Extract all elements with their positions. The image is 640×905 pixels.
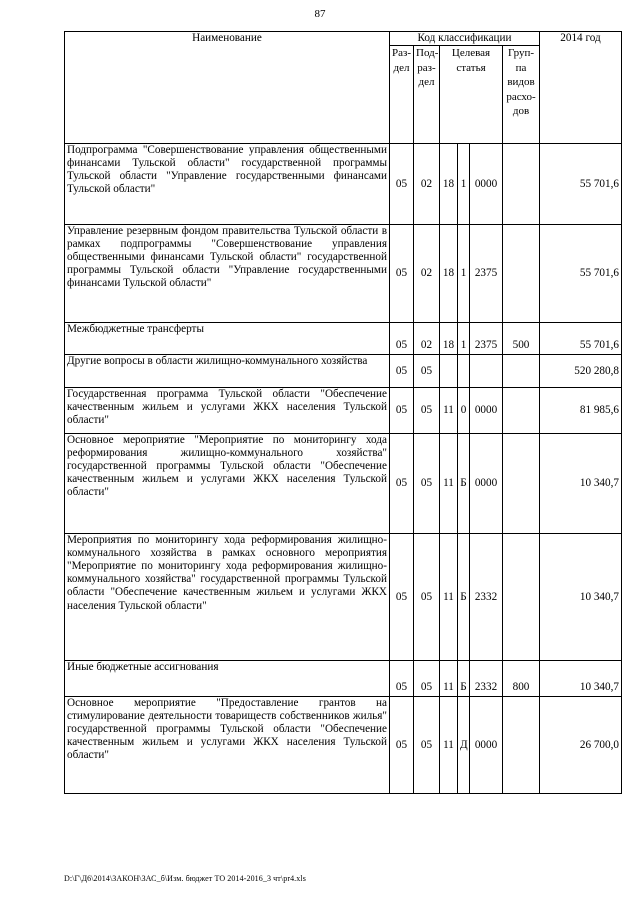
- row-amount: 81 985,6: [540, 388, 622, 434]
- file-path-footer: D:\Г\Д6\2014\ЗАКОН\ЗАС_б\Изм. бюджет ТО 2014-2016_3 чт\pr4.xls: [64, 874, 306, 883]
- row-expense-group: [503, 144, 540, 225]
- row-amount: 55 701,6: [540, 225, 622, 323]
- row-target-dir: 2375: [470, 323, 503, 355]
- row-razdel: 05: [390, 225, 414, 323]
- row-expense-group: [503, 534, 540, 661]
- header-expense-group: Груп-па видов расхо-дов: [503, 46, 540, 144]
- row-target-prog: 18: [440, 144, 458, 225]
- row-target-prog: [440, 355, 458, 388]
- row-target-dir: 2332: [470, 534, 503, 661]
- header-name: Наименование: [65, 32, 390, 144]
- row-razdel: 05: [390, 355, 414, 388]
- row-target-prog: 11: [440, 534, 458, 661]
- row-target-prog: 18: [440, 323, 458, 355]
- table-row: [65, 225, 622, 323]
- row-podrazdel: 05: [414, 434, 440, 534]
- row-name: Управление резервным фондом правительства Тульской области в рамках подпрограммы "Совершенствование управления общественными финансами Тульской области" государственной программы Тульской области "Управление государственными финансами Тульской области": [65, 225, 390, 323]
- budget-table: [64, 31, 622, 794]
- row-expense-group: [503, 388, 540, 434]
- row-target-sub: Б: [458, 661, 470, 697]
- row-expense-group: [503, 697, 540, 794]
- row-target-sub: Б: [458, 434, 470, 534]
- row-target-sub: 0: [458, 388, 470, 434]
- row-target-prog: 11: [440, 434, 458, 534]
- row-target-sub: Д: [458, 697, 470, 794]
- row-razdel: 05: [390, 323, 414, 355]
- row-target-sub: [458, 355, 470, 388]
- row-target-dir: 0000: [470, 388, 503, 434]
- row-expense-group: [503, 355, 540, 388]
- header-year: 2014 год: [540, 32, 622, 144]
- row-amount: 520 280,8: [540, 355, 622, 388]
- row-expense-group: [503, 225, 540, 323]
- table-row: [65, 144, 622, 225]
- row-target-sub: Б: [458, 534, 470, 661]
- row-target-dir: 0000: [470, 144, 503, 225]
- table-row: [65, 355, 622, 388]
- row-name: Иные бюджетные ассигнования: [65, 661, 390, 697]
- row-amount: 26 700,0: [540, 697, 622, 794]
- table-row: [65, 534, 622, 661]
- row-razdel: 05: [390, 661, 414, 697]
- table-row: [65, 434, 622, 534]
- row-target-dir: 0000: [470, 697, 503, 794]
- row-podrazdel: 02: [414, 144, 440, 225]
- row-target-prog: 11: [440, 697, 458, 794]
- table-row: [65, 661, 622, 697]
- row-target-dir: 2332: [470, 661, 503, 697]
- row-razdel: 05: [390, 144, 414, 225]
- row-podrazdel: 05: [414, 355, 440, 388]
- header-section: Раз-дел: [390, 46, 414, 144]
- row-name: Мероприятия по мониторингу хода реформирования жилищно-коммунального хозяйства в рамках основного мероприятия "Мероприятие по мониторингу хода реформирования жилищно-коммунального хозяйства" государственной программы Тульской области "Обеспечение качественным жильем и услугами ЖКХ населения Тульской области": [65, 534, 390, 661]
- row-name: Другие вопросы в области жилищно-коммунального хозяйства: [65, 355, 390, 388]
- row-name: Государственная программа Тульской области "Обеспечение качественным жильем и услугами ЖКХ населения Тульской области": [65, 388, 390, 434]
- row-name: Межбюджетные трансферты: [65, 323, 390, 355]
- header-subsection: Под-раз-дел: [414, 46, 440, 144]
- row-target-prog: 18: [440, 225, 458, 323]
- row-target-dir: 2375: [470, 225, 503, 323]
- row-amount: 10 340,7: [540, 661, 622, 697]
- row-target-sub: 1: [458, 225, 470, 323]
- header-target-article: Целевая статья: [440, 46, 503, 144]
- row-target-dir: [470, 355, 503, 388]
- row-name: Подпрограмма "Совершенствование управления общественными финансами Тульской области" государственной программы Тульской области "Управление государственными финансами Тульской области": [65, 144, 390, 225]
- row-podrazdel: 02: [414, 323, 440, 355]
- row-target-sub: 1: [458, 144, 470, 225]
- row-amount: 55 701,6: [540, 144, 622, 225]
- page-number: 87: [314, 8, 326, 20]
- row-expense-group: 500: [503, 323, 540, 355]
- row-target-sub: 1: [458, 323, 470, 355]
- row-name: Основное мероприятие "Предоставление грантов на стимулирование деятельности товариществ собственников жилья" государственной программы Тульской области "Обеспечение качественным жильем и услугами ЖКХ населения Тульской области": [65, 697, 390, 794]
- row-amount: 10 340,7: [540, 434, 622, 534]
- header-classification: Код классификации: [390, 32, 540, 46]
- table-row: [65, 323, 622, 355]
- row-target-prog: 11: [440, 661, 458, 697]
- row-razdel: 05: [390, 388, 414, 434]
- table-row: [65, 697, 622, 794]
- row-razdel: 05: [390, 534, 414, 661]
- row-target-prog: 11: [440, 388, 458, 434]
- row-expense-group: 800: [503, 661, 540, 697]
- row-podrazdel: 05: [414, 534, 440, 661]
- row-amount: 10 340,7: [540, 534, 622, 661]
- row-podrazdel: 05: [414, 388, 440, 434]
- row-podrazdel: 02: [414, 225, 440, 323]
- row-podrazdel: 05: [414, 661, 440, 697]
- row-podrazdel: 05: [414, 697, 440, 794]
- row-razdel: 05: [390, 434, 414, 534]
- row-target-dir: 0000: [470, 434, 503, 534]
- row-name: Основное мероприятие "Мероприятие по мониторингу хода реформирования жилищно-коммунального хозяйства" государственной программы Тульской области "Обеспечение качественным жильем и услугами ЖКХ населения Тульской области": [65, 434, 390, 534]
- row-amount: 55 701,6: [540, 323, 622, 355]
- row-expense-group: [503, 434, 540, 534]
- row-razdel: 05: [390, 697, 414, 794]
- table-row: [65, 388, 622, 434]
